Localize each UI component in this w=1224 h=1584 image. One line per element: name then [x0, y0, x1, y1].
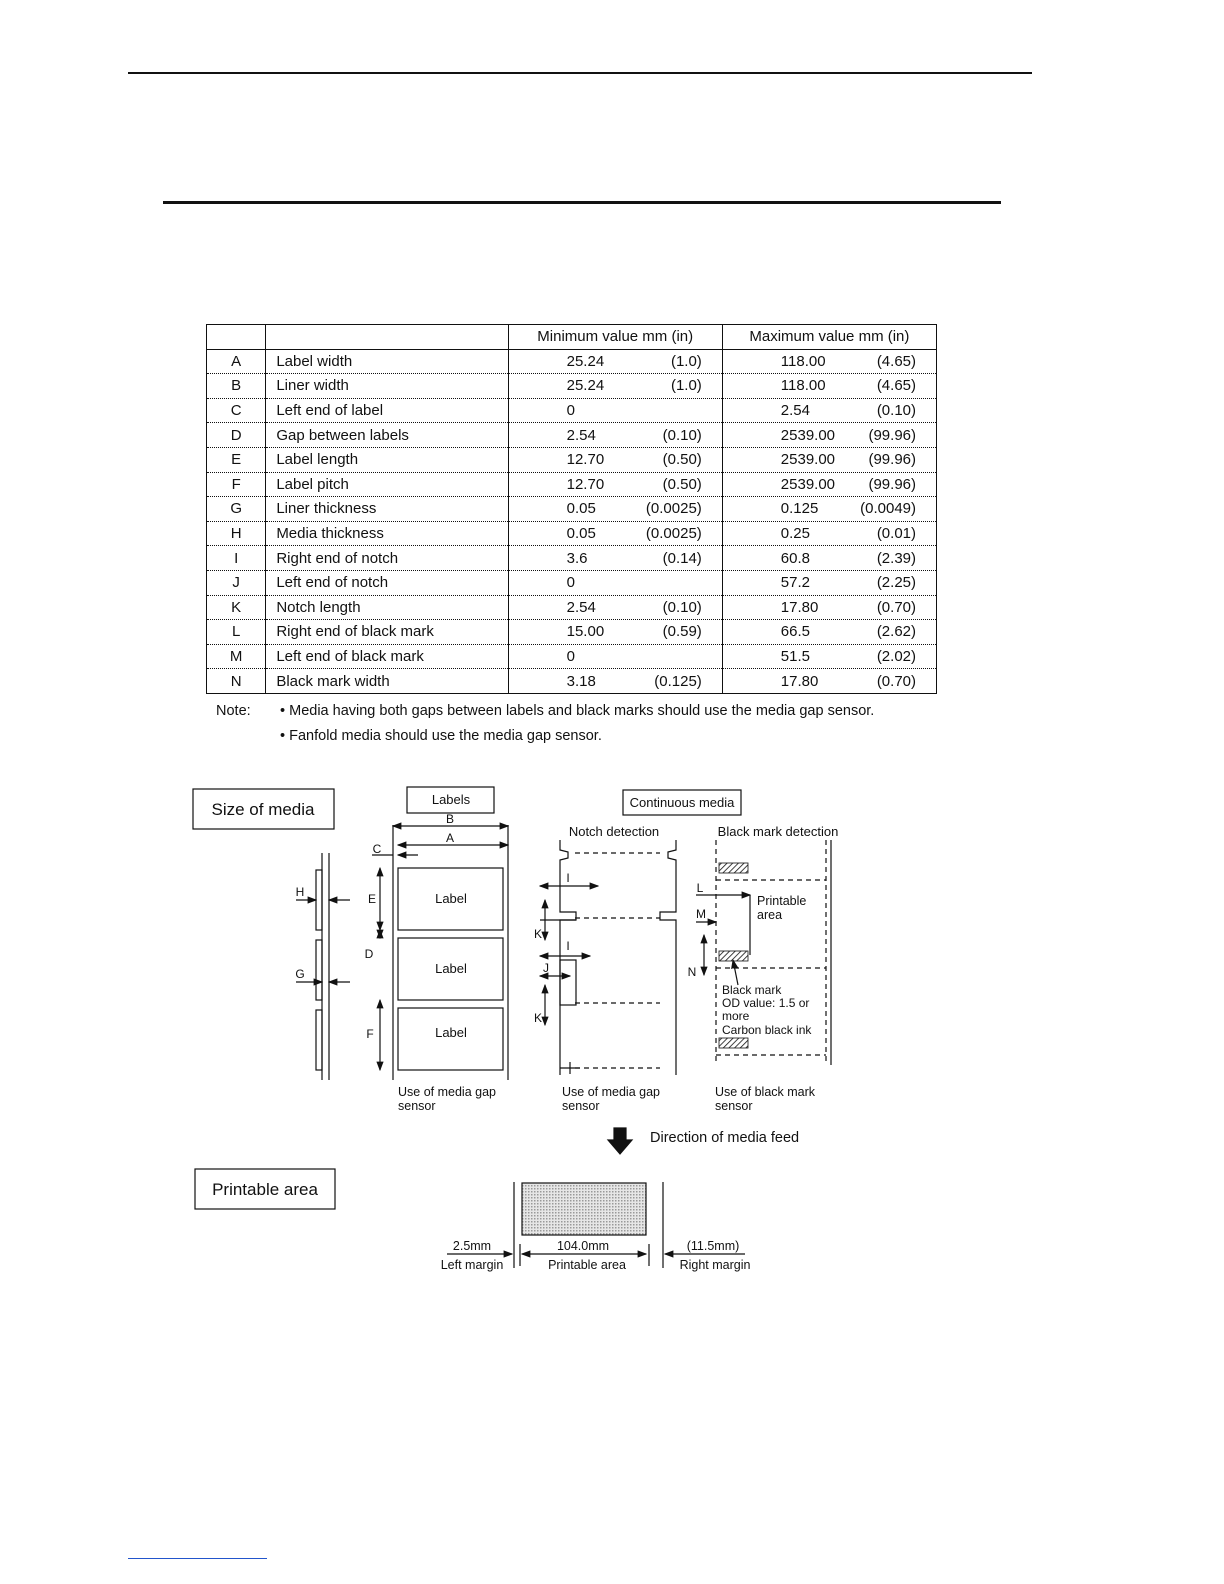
caption-black-line1: Use of black mark	[715, 1085, 816, 1099]
max-in: (2.39)	[876, 549, 916, 567]
printable-width-label: Printable area	[548, 1258, 626, 1272]
min-mm: 0	[566, 402, 575, 420]
max-in: (99.96)	[868, 451, 916, 469]
note-bullet-2: • Fanfold media should use the media gap sensor.	[280, 728, 602, 744]
caption-gap-1-line1: Use of media gap	[398, 1085, 496, 1099]
min-mm: 15.00	[566, 623, 605, 641]
max-in: (4.65)	[876, 352, 916, 370]
label-1: Label	[435, 891, 467, 906]
right-margin-value: (11.5mm)	[686, 1239, 740, 1253]
max-mm: 17.80	[780, 598, 819, 616]
max-in: (0.70)	[876, 672, 916, 690]
min-in: (1.0)	[670, 377, 702, 395]
row-id: J	[207, 570, 266, 595]
row-item: Right end of black mark	[266, 620, 508, 645]
row-item: Left end of black mark	[266, 644, 508, 669]
min-mm: 3.6	[566, 549, 588, 567]
max-in: (0.0049)	[860, 500, 916, 518]
label-2: Label	[435, 961, 467, 976]
printable-width-value: 104.0mm	[556, 1239, 610, 1253]
max-mm: 51.5	[780, 648, 810, 666]
row-id: M	[207, 644, 266, 669]
note-item-2: Fanfold media should use the media gap sensor.	[289, 728, 602, 744]
row-item: Left end of label	[266, 398, 508, 423]
caption-gap-2-line1: Use of media gap	[562, 1085, 660, 1099]
letter-g: G	[295, 967, 305, 981]
min-mm: 0	[566, 574, 575, 592]
min-in: (0.0025)	[645, 525, 702, 543]
min-mm: 2.54	[566, 598, 596, 616]
min-in: (0.10)	[662, 598, 702, 616]
caption-gap-2-line2: sensor	[562, 1099, 600, 1113]
min-mm: 12.70	[566, 451, 605, 469]
row-item: Gap between labels	[266, 423, 508, 448]
max-mm: 0.25	[780, 525, 810, 543]
max-mm: 2539.00	[780, 451, 836, 469]
black-mark-1	[719, 863, 748, 873]
row-id: H	[207, 521, 266, 546]
left-margin-value: 2.5mm	[452, 1239, 492, 1253]
row-id: A	[207, 349, 266, 374]
black-mark-3	[719, 1038, 748, 1048]
letter-a: A	[445, 831, 455, 845]
letter-d: D	[364, 947, 374, 961]
row-id: B	[207, 374, 266, 399]
letter-i-1: I	[566, 871, 570, 885]
min-in: (0.14)	[662, 549, 702, 567]
max-mm: 2539.00	[780, 475, 836, 493]
row-id: N	[207, 669, 266, 694]
min-mm: 2.54	[566, 426, 596, 444]
letter-b: B	[445, 812, 455, 826]
max-mm: 2.54	[780, 402, 810, 420]
min-mm: 25.24	[566, 352, 605, 370]
note-bullet-1: • Media having both gaps between labels and black marks should use the media gap sensor.	[280, 703, 875, 719]
max-in: (4.65)	[876, 377, 916, 395]
notch-detection-title: Notch detection	[568, 824, 660, 839]
max-mm: 66.5	[780, 623, 810, 641]
row-id: K	[207, 595, 266, 620]
row-id: D	[207, 423, 266, 448]
black-mark-note-3: more	[722, 1009, 750, 1023]
letter-j: J	[543, 961, 549, 975]
direction-text: Direction of media feed	[650, 1130, 800, 1146]
min-in: (0.125)	[654, 672, 702, 690]
black-mark-note-4: Carbon black ink	[722, 1023, 812, 1037]
row-item: Black mark width	[266, 669, 508, 694]
black-mark-detection-title: Black mark detection	[717, 824, 839, 839]
min-mm: 0.05	[566, 500, 596, 518]
max-mm: 118.00	[780, 377, 826, 395]
left-margin-label: Left margin	[440, 1258, 504, 1272]
row-id: C	[207, 398, 266, 423]
max-mm: 0.125	[780, 500, 819, 518]
max-in: (2.02)	[876, 648, 916, 666]
min-mm: 12.70	[566, 475, 605, 493]
letter-c: C	[372, 842, 382, 856]
max-mm: 57.2	[780, 574, 810, 592]
max-in: (0.01)	[876, 525, 916, 543]
min-in: (0.0025)	[645, 500, 702, 518]
caption-black-line2: sensor	[715, 1099, 753, 1113]
printable-area-small-2: area	[757, 908, 783, 922]
max-in: (99.96)	[868, 426, 916, 444]
note-item-1: Media having both gaps between labels and black marks should use the media gap sensor.	[289, 703, 875, 719]
row-id: F	[207, 472, 266, 497]
letter-f: F	[366, 1027, 374, 1041]
size-of-media-title: Size of media	[211, 800, 315, 819]
continuous-media-title: Continuous media	[629, 795, 735, 810]
feed-direction-icon	[608, 1128, 632, 1154]
letter-m: M	[696, 907, 706, 921]
note-label: Note:	[216, 703, 251, 719]
row-item: Label pitch	[266, 472, 508, 497]
black-mark-note-2: OD value: 1.5 or	[722, 996, 810, 1010]
min-in: (1.0)	[670, 352, 702, 370]
row-id: G	[207, 497, 266, 522]
min-in: (0.59)	[662, 623, 702, 641]
caption-gap-1-line2: sensor	[398, 1099, 436, 1113]
max-mm: 2539.00	[780, 426, 836, 444]
min-mm: 25.24	[566, 377, 605, 395]
row-item: Right end of notch	[266, 546, 508, 571]
printable-area-diagram	[447, 1182, 745, 1268]
row-id: I	[207, 546, 266, 571]
min-mm: 3.18	[566, 672, 596, 690]
min-mm: 0	[566, 648, 575, 666]
row-item: Media thickness	[266, 521, 508, 546]
notch-media	[540, 840, 676, 1075]
letter-l: L	[696, 881, 704, 895]
row-item: Left end of notch	[266, 570, 508, 595]
black-mark-note-1: Black mark	[722, 983, 782, 997]
row-id: E	[207, 447, 266, 472]
header-min: Minimum value mm (in)	[508, 325, 722, 350]
min-in: (0.50)	[662, 451, 702, 469]
right-margin-label: Right margin	[679, 1258, 751, 1272]
row-item: Label width	[266, 349, 508, 374]
letter-k-2: K	[533, 1011, 543, 1025]
black-mark-2	[719, 951, 748, 961]
label-3: Label	[435, 1025, 467, 1040]
labels-box-title: Labels	[431, 792, 471, 807]
row-id: L	[207, 620, 266, 645]
max-in: (2.25)	[876, 574, 916, 592]
max-mm: 60.8	[780, 549, 810, 567]
min-in: (0.50)	[662, 475, 702, 493]
letter-i-2: I	[566, 939, 570, 953]
max-in: (99.96)	[868, 475, 916, 493]
min-in: (0.10)	[662, 426, 702, 444]
min-mm: 0.05	[566, 525, 596, 543]
letter-n: N	[687, 965, 697, 979]
letter-k-1: K	[533, 927, 543, 941]
labels-liner	[372, 825, 508, 1080]
row-item: Liner thickness	[266, 497, 508, 522]
row-item: Liner width	[266, 374, 508, 399]
max-mm: 118.00	[780, 352, 826, 370]
row-item: Label length	[266, 447, 508, 472]
letter-e: E	[367, 892, 377, 906]
max-in: (0.70)	[876, 598, 916, 616]
letter-h: H	[295, 885, 305, 899]
max-in: (2.62)	[876, 623, 916, 641]
printable-area-small-1: Printable	[757, 894, 807, 908]
row-item: Notch length	[266, 595, 508, 620]
header-max: Maximum value mm (in)	[722, 325, 936, 350]
max-in: (0.10)	[876, 402, 916, 420]
max-mm: 17.80	[780, 672, 819, 690]
printable-area-title: Printable area	[212, 1180, 318, 1199]
